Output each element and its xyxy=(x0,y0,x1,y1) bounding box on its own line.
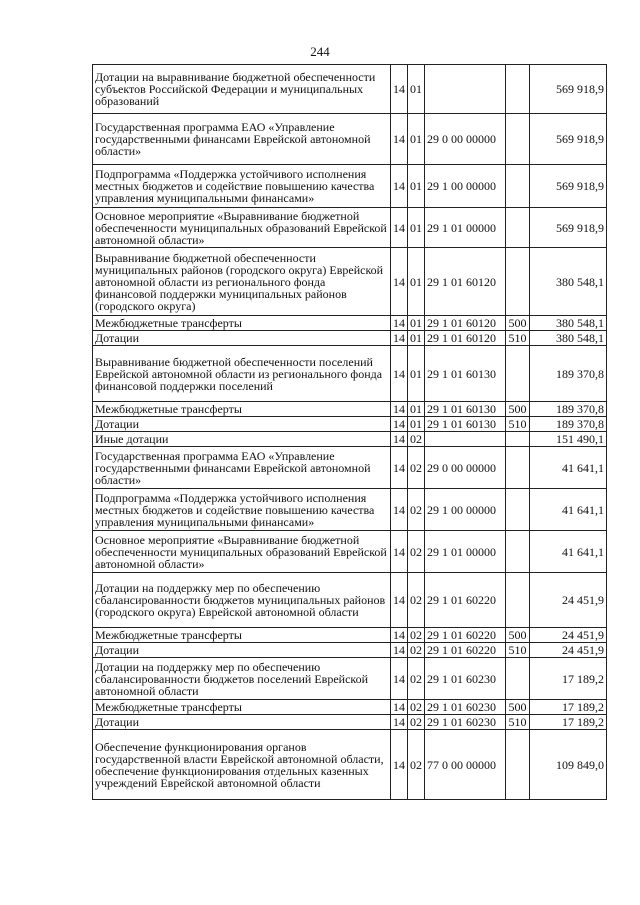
row-expense-type-code: 510 xyxy=(506,643,530,658)
row-subsection-code: 01 xyxy=(408,316,425,331)
row-section-code: 14 xyxy=(391,628,408,643)
row-target-article-code: 29 1 01 60130 xyxy=(425,402,506,417)
row-target-article-code: 29 1 01 60220 xyxy=(425,573,506,628)
table-row xyxy=(93,114,607,165)
row-subsection-code: 01 xyxy=(408,417,425,432)
row-section-code: 14 xyxy=(391,165,408,208)
row-name: Межбюджетные трансферты xyxy=(93,700,391,715)
row-section-code: 14 xyxy=(391,658,408,700)
row-expense-type-code: 500 xyxy=(506,316,530,331)
row-target-article-code: 29 1 01 60120 xyxy=(425,316,506,331)
row-amount: 41 641,1 xyxy=(530,447,607,489)
row-expense-type-code: 510 xyxy=(506,715,530,730)
table-row xyxy=(93,573,607,628)
table-row xyxy=(93,417,607,432)
row-target-article-code: 29 1 01 60220 xyxy=(425,628,506,643)
row-subsection-code: 02 xyxy=(408,432,425,447)
budget-table xyxy=(92,64,607,800)
row-section-code: 14 xyxy=(391,248,408,316)
row-name: Межбюджетные трансферты xyxy=(93,316,391,331)
row-expense-type-code xyxy=(506,248,530,316)
table-row xyxy=(93,730,607,800)
row-amount: 380 548,1 xyxy=(530,316,607,331)
row-amount: 17 189,2 xyxy=(530,658,607,700)
row-subsection-code: 02 xyxy=(408,700,425,715)
table-row xyxy=(93,316,607,331)
row-section-code: 14 xyxy=(391,643,408,658)
row-amount: 109 849,0 xyxy=(530,730,607,800)
table-row xyxy=(93,432,607,447)
table-row xyxy=(93,402,607,417)
row-amount: 569 918,9 xyxy=(530,165,607,208)
row-expense-type-code xyxy=(506,447,530,489)
row-expense-type-code xyxy=(506,432,530,447)
table-row xyxy=(93,643,607,658)
row-section-code: 14 xyxy=(391,489,408,531)
row-name: Иные дотации xyxy=(93,432,391,447)
table-row xyxy=(93,447,607,489)
row-subsection-code: 02 xyxy=(408,489,425,531)
row-name: Дотации xyxy=(93,417,391,432)
row-subsection-code: 01 xyxy=(408,402,425,417)
table-row xyxy=(93,165,607,208)
row-name: Основное мероприятие «Выравнивание бюджетной обеспеченности муниципальных образований Еврейской автономной области» xyxy=(93,531,391,573)
row-target-article-code: 29 1 01 00000 xyxy=(425,531,506,573)
row-expense-type-code xyxy=(506,730,530,800)
row-name: Обеспечение функционирования органов государственной власти Еврейской автономной области, обеспечение функционирования отдельных казенных учреждений Еврейской автономной области xyxy=(93,730,391,800)
row-name: Подпрограмма «Поддержка устойчивого исполнения местных бюджетов и содействие повышению качества управления муниципальными финансами» xyxy=(93,165,391,208)
page-number: 244 xyxy=(310,44,330,59)
row-subsection-code: 02 xyxy=(408,658,425,700)
row-subsection-code: 02 xyxy=(408,715,425,730)
row-amount: 41 641,1 xyxy=(530,531,607,573)
budget-table-body xyxy=(93,65,607,800)
row-amount: 151 490,1 xyxy=(530,432,607,447)
row-name: Межбюджетные трансферты xyxy=(93,402,391,417)
row-amount: 569 918,9 xyxy=(530,65,607,114)
row-name: Дотации xyxy=(93,331,391,346)
row-target-article-code: 29 1 01 60220 xyxy=(425,643,506,658)
row-expense-type-code: 500 xyxy=(506,402,530,417)
row-amount: 189 370,8 xyxy=(530,402,607,417)
row-section-code: 14 xyxy=(391,447,408,489)
row-section-code: 14 xyxy=(391,432,408,447)
row-expense-type-code xyxy=(506,114,530,165)
row-amount: 569 918,9 xyxy=(530,208,607,248)
table-row xyxy=(93,208,607,248)
row-name: Выравнивание бюджетной обеспеченности муниципальных районов (городского округа) Еврейской автономной области из регионального фонда финансовой поддержки муниципальных районов (городского округа) xyxy=(93,248,391,316)
row-target-article-code: 29 1 01 60130 xyxy=(425,417,506,432)
row-target-article-code: 29 0 00 00000 xyxy=(425,114,506,165)
row-target-article-code xyxy=(425,432,506,447)
table-row xyxy=(93,248,607,316)
row-amount: 189 370,8 xyxy=(530,417,607,432)
table-row xyxy=(93,346,607,402)
row-section-code: 14 xyxy=(391,417,408,432)
row-subsection-code: 02 xyxy=(408,730,425,800)
row-target-article-code: 29 0 00 00000 xyxy=(425,447,506,489)
table-row xyxy=(93,531,607,573)
row-target-article-code xyxy=(425,65,506,114)
table-row xyxy=(93,700,607,715)
table-row xyxy=(93,489,607,531)
row-target-article-code: 77 0 00 00000 xyxy=(425,730,506,800)
row-subsection-code: 01 xyxy=(408,165,425,208)
row-section-code: 14 xyxy=(391,573,408,628)
row-expense-type-code xyxy=(506,658,530,700)
row-target-article-code: 29 1 01 60130 xyxy=(425,346,506,402)
row-subsection-code: 02 xyxy=(408,447,425,489)
table-row xyxy=(93,331,607,346)
row-name: Дотации на поддержку мер по обеспечению сбалансированности бюджетов муниципальных районов (городского округа) Еврейской автономной области xyxy=(93,573,391,628)
row-section-code: 14 xyxy=(391,346,408,402)
row-target-article-code: 29 1 01 60230 xyxy=(425,715,506,730)
row-name: Дотации xyxy=(93,715,391,730)
table-row xyxy=(93,715,607,730)
row-name: Подпрограмма «Поддержка устойчивого исполнения местных бюджетов и содействие повышению качества управления муниципальными финансами» xyxy=(93,489,391,531)
row-subsection-code: 01 xyxy=(408,114,425,165)
row-target-article-code: 29 1 01 60120 xyxy=(425,248,506,316)
row-target-article-code: 29 1 01 60230 xyxy=(425,700,506,715)
table-row xyxy=(93,658,607,700)
row-section-code: 14 xyxy=(391,531,408,573)
row-subsection-code: 01 xyxy=(408,331,425,346)
row-section-code: 14 xyxy=(391,208,408,248)
row-expense-type-code xyxy=(506,65,530,114)
row-expense-type-code xyxy=(506,531,530,573)
row-name: Дотации xyxy=(93,643,391,658)
row-name: Выравнивание бюджетной обеспеченности поселений Еврейской автономной области из регионального фонда финансовой поддержки поселений xyxy=(93,346,391,402)
row-subsection-code: 02 xyxy=(408,643,425,658)
row-subsection-code: 02 xyxy=(408,573,425,628)
row-section-code: 14 xyxy=(391,715,408,730)
row-amount: 24 451,9 xyxy=(530,643,607,658)
row-section-code: 14 xyxy=(391,65,408,114)
row-expense-type-code: 510 xyxy=(506,331,530,346)
row-expense-type-code: 500 xyxy=(506,700,530,715)
row-amount: 24 451,9 xyxy=(530,628,607,643)
row-subsection-code: 01 xyxy=(408,208,425,248)
table-row xyxy=(93,65,607,114)
row-amount: 24 451,9 xyxy=(530,573,607,628)
row-name: Дотации на поддержку мер по обеспечению сбалансированности бюджетов поселений Еврейской автономной области xyxy=(93,658,391,700)
row-amount: 569 918,9 xyxy=(530,114,607,165)
row-section-code: 14 xyxy=(391,316,408,331)
row-target-article-code: 29 1 01 60120 xyxy=(425,331,506,346)
row-section-code: 14 xyxy=(391,331,408,346)
row-expense-type-code: 510 xyxy=(506,417,530,432)
row-expense-type-code xyxy=(506,573,530,628)
row-target-article-code: 29 1 00 00000 xyxy=(425,165,506,208)
row-expense-type-code xyxy=(506,489,530,531)
row-subsection-code: 01 xyxy=(408,346,425,402)
row-target-article-code: 29 1 00 00000 xyxy=(425,489,506,531)
row-amount: 17 189,2 xyxy=(530,700,607,715)
row-subsection-code: 01 xyxy=(408,248,425,316)
row-subsection-code: 01 xyxy=(408,65,425,114)
row-subsection-code: 02 xyxy=(408,531,425,573)
table-row xyxy=(93,628,607,643)
row-amount: 189 370,8 xyxy=(530,346,607,402)
row-subsection-code: 02 xyxy=(408,628,425,643)
row-section-code: 14 xyxy=(391,114,408,165)
row-expense-type-code xyxy=(506,208,530,248)
row-amount: 380 548,1 xyxy=(530,331,607,346)
row-target-article-code: 29 1 01 00000 xyxy=(425,208,506,248)
row-name: Основное мероприятие «Выравнивание бюджетной обеспеченности муниципальных образований Еврейской автономной области» xyxy=(93,208,391,248)
row-expense-type-code xyxy=(506,346,530,402)
row-name: Дотации на выравнивание бюджетной обеспеченности субъектов Российской Федерации и муниципальных образований xyxy=(93,65,391,114)
row-name: Государственная программа ЕАО «Управление государственными финансами Еврейской автономной области» xyxy=(93,447,391,489)
row-target-article-code: 29 1 01 60230 xyxy=(425,658,506,700)
row-name: Межбюджетные трансферты xyxy=(93,628,391,643)
row-section-code: 14 xyxy=(391,700,408,715)
row-expense-type-code xyxy=(506,165,530,208)
row-section-code: 14 xyxy=(391,730,408,800)
row-amount: 17 189,2 xyxy=(530,715,607,730)
row-amount: 41 641,1 xyxy=(530,489,607,531)
row-section-code: 14 xyxy=(391,402,408,417)
row-name: Государственная программа ЕАО «Управление государственными финансами Еврейской автономной области» xyxy=(93,114,391,165)
row-expense-type-code: 500 xyxy=(506,628,530,643)
row-amount: 380 548,1 xyxy=(530,248,607,316)
